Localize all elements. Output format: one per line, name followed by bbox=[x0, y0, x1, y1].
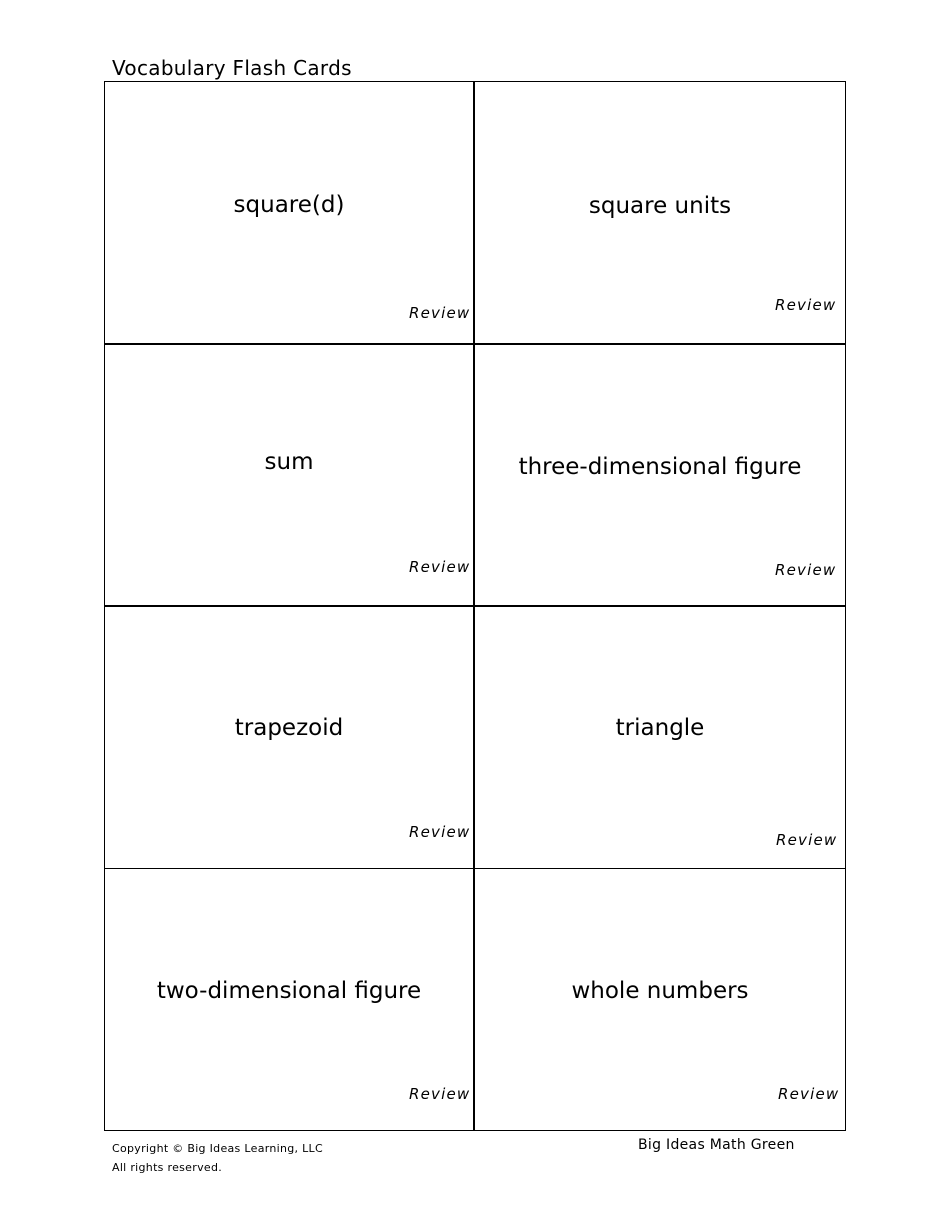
flash-card bbox=[105, 82, 475, 345]
card-tag: Review bbox=[775, 561, 837, 579]
card-tag: Review bbox=[409, 558, 471, 576]
card-term: trapezoid bbox=[234, 715, 344, 741]
card-tag: Review bbox=[778, 1085, 840, 1103]
card-tag: Review bbox=[409, 304, 471, 322]
card-term: two-dimensional figure bbox=[156, 978, 422, 1004]
flash-card bbox=[105, 607, 475, 869]
card-tag: Review bbox=[775, 296, 837, 314]
flash-card bbox=[475, 869, 845, 1130]
card-term: triangle bbox=[615, 715, 705, 741]
card-tag: Review bbox=[776, 831, 838, 849]
card-term: square units bbox=[588, 193, 732, 219]
flash-card bbox=[105, 345, 475, 607]
card-tag: Review bbox=[409, 823, 471, 841]
copyright-text: Copyright © Big Ideas Learning, LLC bbox=[112, 1142, 323, 1155]
flash-card bbox=[105, 869, 475, 1130]
book-title: Big Ideas Math Green bbox=[638, 1137, 795, 1153]
card-term: square(d) bbox=[233, 192, 345, 218]
page-title: Vocabulary Flash Cards bbox=[112, 56, 352, 80]
flash-card bbox=[475, 82, 845, 345]
card-term: whole numbers bbox=[571, 978, 749, 1004]
copyright-notice bbox=[112, 1139, 323, 1177]
rights-text: All rights reserved. bbox=[112, 1161, 223, 1174]
card-tag: Review bbox=[409, 1085, 471, 1103]
flash-card bbox=[475, 345, 845, 607]
flash-card bbox=[475, 607, 845, 869]
card-term: sum bbox=[264, 449, 314, 475]
card-term: three-dimensional figure bbox=[518, 454, 802, 480]
flash-card-grid bbox=[104, 81, 846, 1131]
